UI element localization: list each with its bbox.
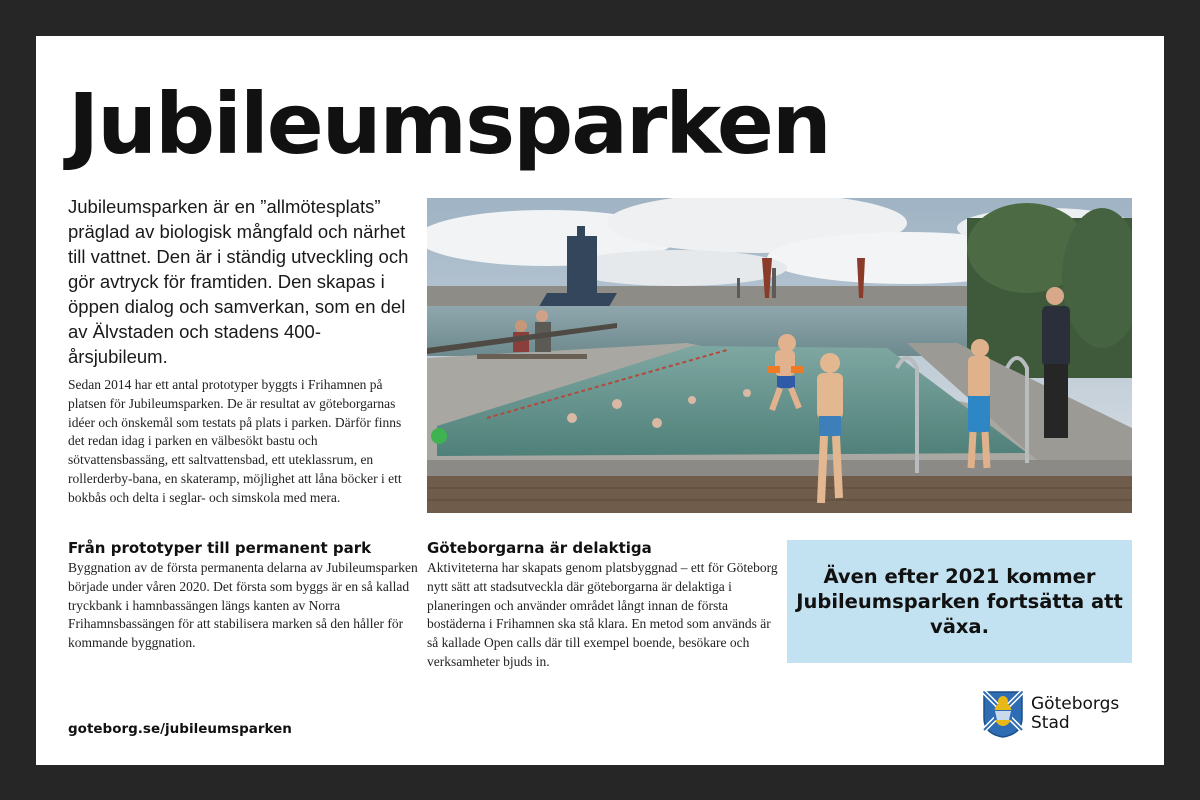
section-text: Byggnation av de första permanenta delarna av Jubileumsparken började under våren 2020. Det första som byggs är en så kallad tryckbank i hamnbassängen längs kanten av Norra Frihamnsbassängen för att stabilisera marken så den håller för kommande byggnation. [68, 560, 418, 651]
section-heading: Göteborgarna är delaktiga [427, 539, 652, 557]
logo-line1: Göteborgs [1031, 694, 1120, 714]
logo-line2: Stad [1031, 713, 1070, 733]
goteborg-crest-icon [982, 690, 1024, 738]
lead-paragraph: Jubileumsparken är en ”allmötesplats” präglad av biologisk mångfald och närhet till vattnet. Den är i ständig utveckling och gör avtryck för framtiden. Den skapas i öppen dialog och samverkan, som en del av Älvstaden och stadens 400-årsjubileum. [68, 196, 409, 367]
section-heading: Från prototyper till permanent park [68, 539, 372, 557]
callout-text: Även efter 2021 kommer Jubileumsparken fortsätta att växa. [796, 565, 1123, 638]
pool-photo [427, 198, 1132, 513]
page-title: Jubileumsparken [68, 75, 830, 173]
city-logo [982, 688, 1132, 740]
section-participation [427, 539, 783, 672]
callout-box [787, 540, 1132, 663]
body-paragraph: Sedan 2014 har ett antal prototyper byggts i Frihamnen på platsen för Jubileumsparken. De är resultat av göteborgarnas idéer och önskemål som testats på plats i parken. Därför finns det redan idag i parken en välbesökt bastu och sötvattensbassäng, ett saltvattensbad, ett uteklassrum, en rollerderby-bana, en skateramp, möjlighet att låna böcker i ett bokbås och delta i seglar- och simskola med mera. [68, 377, 402, 505]
logo-wordmark [1031, 695, 1119, 733]
section-text: Aktiviteterna har skapats genom platsbyggnad – ett för Göteborg nytt sätt att stadsutveckla där göteborgarna är delaktiga i planeringen och använder området långt innan de första bostäderna i Frihamnen ska stå klara. En metod som används är så kallade Open calls där till exempel boende, besökare och verksamheter bjuds in. [427, 560, 778, 669]
website-link[interactable]: goteborg.se/jubileumsparken [68, 721, 292, 737]
section-prototypes [68, 539, 420, 653]
info-sign [36, 36, 1164, 765]
